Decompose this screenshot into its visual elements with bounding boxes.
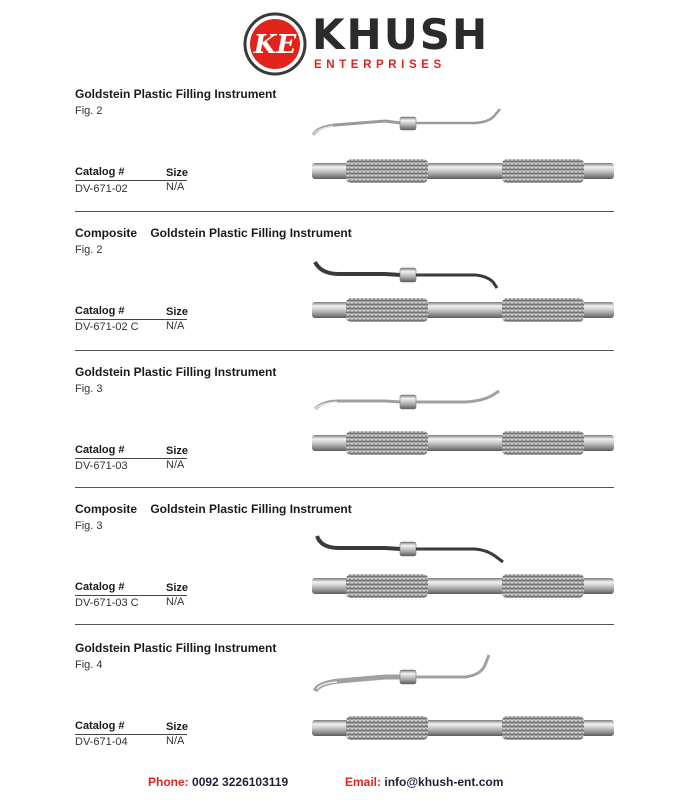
knurled-handle-icon <box>312 715 614 741</box>
size-header: Size <box>166 445 189 457</box>
product-fig: Fig. 4 <box>75 659 103 671</box>
composite-tip-fig2-icon <box>305 256 515 296</box>
logo-mark: KE <box>253 30 297 60</box>
size-header: Size <box>166 721 189 733</box>
khush-logo-icon <box>243 12 307 76</box>
catalog-header: Catalog # <box>75 444 125 456</box>
composite-tip-fig3-icon <box>305 530 515 570</box>
catalog-number: DV-671-02 C <box>75 321 139 333</box>
plastic-filling-tip-fig3-icon <box>305 385 515 425</box>
knurled-handle-icon <box>312 158 614 184</box>
size-value: N/A <box>166 459 185 471</box>
product-fig: Fig. 3 <box>75 383 103 395</box>
brand-name: KHUSH <box>312 10 490 59</box>
footer-contact <box>0 775 689 791</box>
size-value: N/A <box>166 735 185 747</box>
size-value: N/A <box>166 181 185 193</box>
phone-number[interactable]: 0092 3226103119 <box>192 775 289 789</box>
product-title: Goldstein Plastic Filling Instrument <box>75 641 277 655</box>
catalog-header: Catalog # <box>75 166 125 178</box>
catalog-header: Catalog # <box>75 581 125 593</box>
plastic-filling-tip-fig2-icon <box>305 105 515 145</box>
knurled-handle-icon <box>312 430 614 456</box>
header <box>0 0 689 82</box>
knurled-handle-icon <box>312 297 614 323</box>
size-value: N/A <box>166 320 185 332</box>
phone-label: Phone: <box>148 775 189 789</box>
email-label: Email: <box>345 775 382 789</box>
size-header: Size <box>166 582 189 594</box>
product-fig: Fig. 2 <box>75 244 103 256</box>
size-header: Size <box>166 167 189 179</box>
email-address[interactable]: info@khush-ent.com <box>384 775 504 789</box>
product-title: Goldstein Plastic Filling Instrument <box>75 365 277 379</box>
size-value: N/A <box>166 596 185 608</box>
catalog-header: Catalog # <box>75 305 125 317</box>
product-title: Goldstein Plastic Filling Instrument <box>75 87 277 101</box>
section-divider <box>75 624 614 625</box>
section-divider <box>75 487 614 488</box>
catalog-header: Catalog # <box>75 720 125 732</box>
section-divider <box>75 211 614 212</box>
footer-phone <box>148 775 288 789</box>
brand-subtitle: ENTERPRISES <box>314 59 446 71</box>
footer-email <box>345 775 503 789</box>
catalog-number: DV-671-03 <box>75 460 128 472</box>
catalog-number: DV-671-03 C <box>75 597 139 609</box>
catalog-number: DV-671-02 <box>75 183 128 195</box>
product-title: Composite Goldstein Plastic Filling Instrument <box>75 226 352 240</box>
catalog-number: DV-671-04 <box>75 736 128 748</box>
product-fig: Fig. 2 <box>75 105 103 117</box>
plastic-filling-tip-fig4-icon <box>305 653 515 693</box>
size-header: Size <box>166 306 189 318</box>
product-title: Composite Goldstein Plastic Filling Instrument <box>75 502 352 516</box>
section-divider <box>75 350 614 351</box>
product-fig: Fig. 3 <box>75 520 103 532</box>
knurled-handle-icon <box>312 573 614 599</box>
